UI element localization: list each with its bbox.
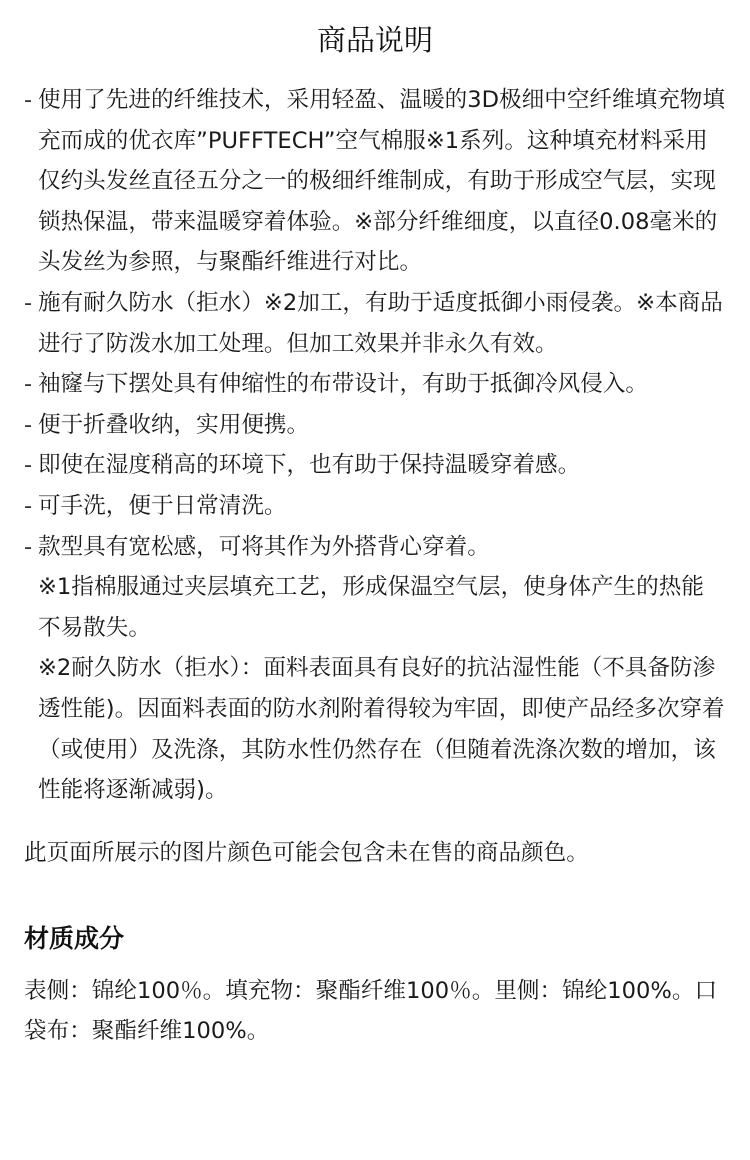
bullet-marker: -	[24, 452, 33, 479]
feature-text: 使用了先进的纤维技术，采用轻盈、温暖的3D极细中空纤维填充物填充而成的优衣库”PUFFTECH”空气棉服※1系列。这种填充材料采用仅约头发丝直径五分之一的极细纤维制成，有助于形成空气层，实现锁热保温，带来温暖穿着体验。※部分纤维细度，以直径0.08毫米的头发丝为参照，与聚酯纤维进行对比。	[38, 87, 725, 276]
material-composition: 表侧：锦纶100％。填充物：聚酯纤维100％。里侧：锦纶100%。口袋布：聚酯纤维100%。	[24, 977, 718, 1044]
footnote-1: ※1指棉服通过夹层填充工艺，形成保温空气层，使身体产生的热能不易散失。	[38, 574, 704, 641]
bullet-marker: -	[24, 492, 33, 519]
bullet-marker: -	[24, 533, 33, 560]
feature-text: 施有耐久防水（拒水）※2加工，有助于适度抵御小雨侵袭。※本商品进行了防泼水加工处理。但加工效果并非永久有效。	[38, 289, 723, 357]
feature-item	[24, 527, 726, 568]
feature-item	[24, 405, 726, 446]
feature-item	[24, 486, 726, 527]
feature-item	[24, 80, 726, 283]
bullet-marker: -	[24, 371, 33, 398]
feature-item	[24, 445, 726, 486]
bullet-marker: -	[24, 411, 33, 438]
feature-text: 便于折叠收纳，实用便携。	[38, 411, 310, 438]
feature-text: 即使在湿度稍高的环境下，也有助于保持温暖穿着感。	[38, 452, 581, 479]
color-disclaimer: 此页面所展示的图片颜色可能会包含未在售的商品颜色。	[24, 839, 589, 866]
feature-item	[24, 283, 726, 364]
bullet-marker: -	[24, 289, 33, 316]
feature-text: 可手洗，便于日常清洗。	[38, 492, 287, 519]
feature-list	[24, 80, 726, 567]
bullet-marker: -	[24, 87, 33, 113]
feature-text: 袖窿与下摆处具有伸缩性的布带设计，有助于抵御冷风侵入。	[38, 371, 649, 398]
footnote-2: ※2耐久防水（拒水）：面料表面具有良好的抗沾湿性能（不具备防渗透性能)。因面料表面的防水剂附着得较为牢固，即使产品经多次穿着（或使用）及洗涤，其防水性仍然存在（但随着洗涤次数的增加，该性能将逐渐减弱)。	[38, 655, 725, 804]
feature-item	[24, 364, 726, 405]
feature-text: 款型具有宽松感，可将其作为外搭背心穿着。	[38, 533, 490, 560]
page-title: 商品说明	[316, 23, 433, 57]
material-heading: 材质成分	[24, 923, 125, 953]
